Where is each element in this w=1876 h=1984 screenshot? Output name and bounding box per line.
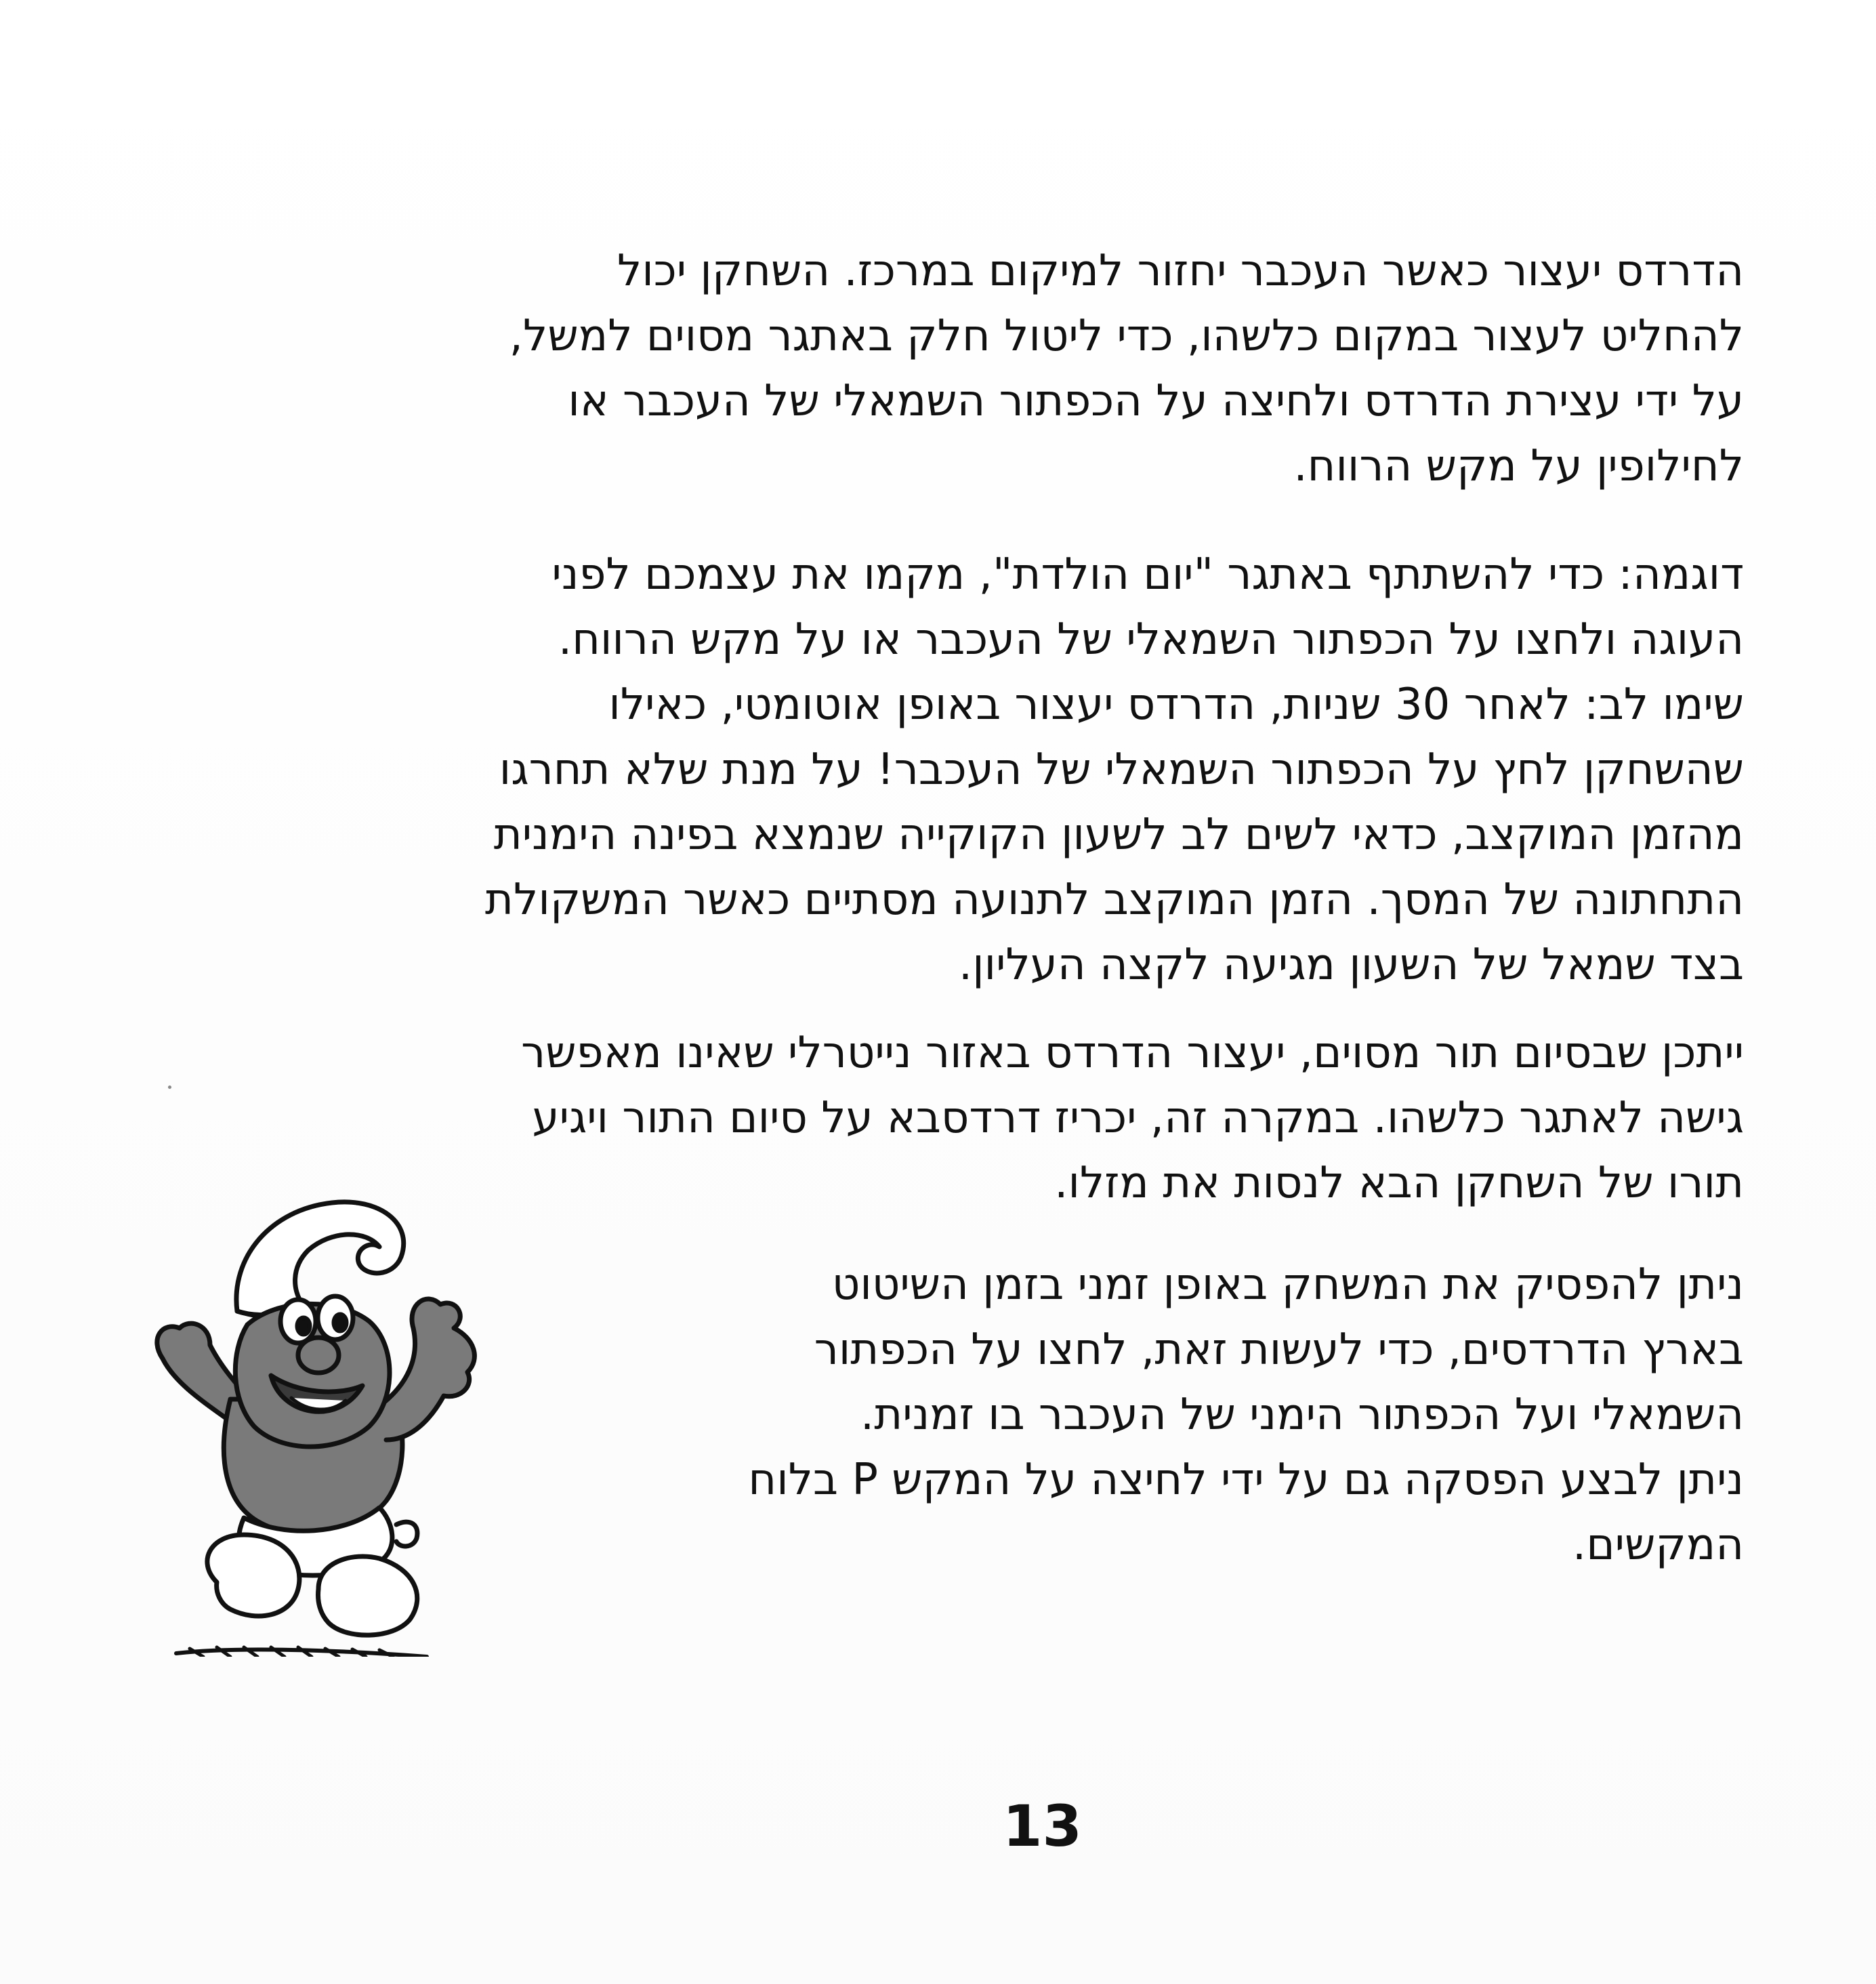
paragraph-line: ניתן להפסיק את המשחק באופן זמני בזמן השיטוט — [831, 1260, 1744, 1310]
paragraph-line: שימו לב: לאחר 30 שניות, הדרדס יעצור באופן אוטומטי, כאילו — [608, 680, 1744, 730]
paragraph-line: על ידי עצירת הדרדס ולחיצה על הכפתור השמאלי של העכבר או — [568, 376, 1744, 426]
paragraph-line: בארץ הדרדסים, כדי לעשות זאת, לחצו על הכפתור — [814, 1325, 1744, 1375]
paragraph-line: ניתן לבצע הפסקה גם על ידי לחיצה על המקש P בלוח — [748, 1455, 1744, 1505]
paragraph-line: תורו של השחקן הבא לנסות את מזלו. — [1054, 1158, 1744, 1208]
paragraph-example-birthday — [485, 542, 1744, 997]
smurf-illustration-icon — [136, 1182, 542, 1657]
paragraph-pause-game — [748, 1252, 1744, 1577]
paragraph-line: הדרדס יעצור כאשר העכבר יחזור למיקום במרכז. השחקן יכול — [617, 246, 1744, 296]
paragraph-line: השמאלי ועל הכפתור הימני של העכבר בו זמנית. — [860, 1390, 1744, 1440]
page-number: 13 — [1003, 1793, 1082, 1859]
paragraph-line: לחילופין על מקש הרווח. — [1293, 441, 1744, 491]
print-speck — [168, 1086, 171, 1089]
paragraph-line: גישה לאתגר כלשהו. במקרה זה, יכריז דרדסבא על סיום התור ויגיע — [532, 1093, 1744, 1143]
paragraph-stopping-smurf — [509, 239, 1744, 499]
paragraph-line: שהשחקן לחץ על הכפתור השמאלי של העכבר! על מנת שלא תחרגו — [499, 745, 1744, 795]
paragraph-line: להחליט לעצור במקום כלשהו, כדי ליטול חלק באתגר מסוים למשל, — [509, 311, 1744, 361]
paragraph-line: דוגמה: כדי להשתתף באתגר "יום הולדת", מקמו את עצמכם לפני — [551, 550, 1744, 600]
paragraph-line: התחתונה של המסך. הזמן המוקצב לתנועה מסתיים כאשר המשקולת — [484, 875, 1744, 925]
paragraph-neutral-zone — [521, 1020, 1744, 1216]
paragraph-line: מהזמן המוקצב, כדאי לשים לב לשעון הקוקייה שנמצא בפינה הימנית — [493, 810, 1744, 860]
paragraph-line: המקשים. — [1572, 1520, 1744, 1570]
paragraph-line: בצד שמאל של השעון מגיעה לקצה העליון. — [958, 940, 1744, 990]
paragraph-line: העוגה ולחצו על הכפתור השמאלי של העכבר או על מקש הרווח. — [558, 615, 1744, 665]
paragraph-line: ייתכן שבסיום תור מסוים, יעצור הדרדס באזור נייטרלי שאינו מאפשר — [521, 1028, 1744, 1078]
